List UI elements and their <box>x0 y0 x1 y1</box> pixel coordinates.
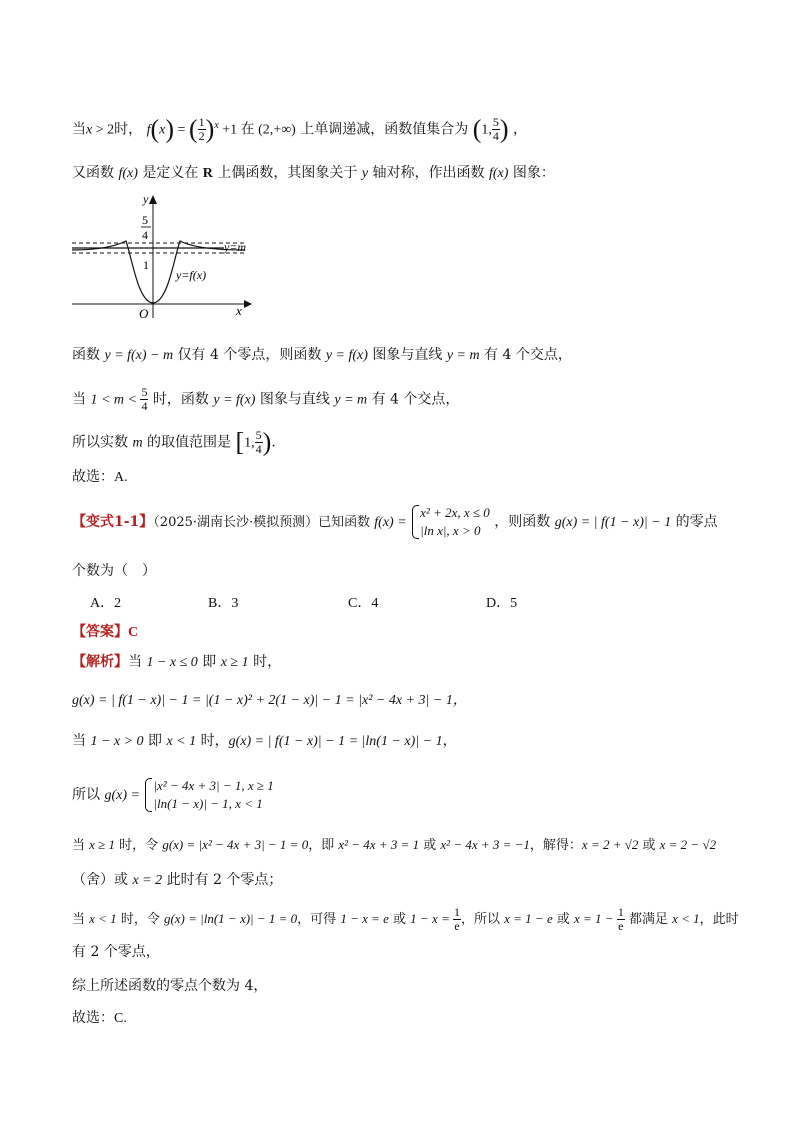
solution-line-5: 所以实数 m 的取值范围是 [1, $\frac{5}{4}$ ). <box>72 427 276 457</box>
text: 时，令 <box>115 838 163 853</box>
math: x = 1 − e <box>504 911 553 926</box>
text: 此时有 2 个零点； <box>162 872 283 888</box>
analysis-line-9 <box>72 976 267 996</box>
text: 时， <box>196 733 229 749</box>
fraction-five-fourths: $\frac{5}{4}$ <box>141 385 148 413</box>
math: m <box>132 435 143 451</box>
text: 有 2 个零点， <box>72 944 160 960</box>
math: f(x) <box>118 166 138 181</box>
math: g(x) = | f(1 − x)| − 1 = |ln(1 − x)| − 1 <box>228 734 443 749</box>
math: x = 2 − √2 <box>659 837 717 852</box>
math: g(x) = | f(1 − x)| − 1 = |(1 − x)² + 2(1 − x)| − 1 = |x² − 4x + 3| − 1， <box>72 693 467 708</box>
text: ，所以 <box>461 912 505 927</box>
math: f(x) = <box>374 515 411 530</box>
math: 1, <box>244 435 255 451</box>
answer-line <box>72 622 138 643</box>
math: x² − 4x + 3 = 1 <box>338 837 420 852</box>
text: ， <box>508 121 528 138</box>
variant-problem-line-2 <box>72 561 156 581</box>
option-c: C．4 <box>348 596 379 611</box>
text: 当 <box>128 654 147 670</box>
math-exponent: x <box>214 120 219 131</box>
math-R: R <box>202 166 213 181</box>
math: +1 在 <box>218 122 259 138</box>
math: (2,+∞) <box>258 122 296 138</box>
math: g(x) = <box>104 788 144 803</box>
tick-label-four: 4 <box>142 228 148 242</box>
text: 的零点 <box>671 514 718 530</box>
analysis-line-6 <box>72 870 282 891</box>
math: x < 1 <box>166 734 197 749</box>
math: y = f(x) <box>325 348 368 363</box>
math: x ≥ 1 <box>89 837 116 852</box>
analysis-line-10 <box>72 1008 127 1029</box>
text: 当 <box>72 733 91 749</box>
math: g(x) = | f(1 − x)| − 1 <box>554 515 672 530</box>
math: x = 2 + √2 <box>581 837 639 852</box>
answer-value: C <box>128 625 139 640</box>
text: 或 <box>552 912 574 927</box>
text: 所以实数 <box>72 434 133 451</box>
text: ，此时 <box>699 912 739 927</box>
text: 都满足 <box>624 912 673 927</box>
math: y = m <box>334 392 368 408</box>
text: 仅有 4 个零点，则函数 <box>173 347 326 363</box>
text: 当 <box>72 391 91 408</box>
text: ，则函数 <box>489 514 555 530</box>
analysis-line-8 <box>72 942 160 962</box>
text: ， <box>442 733 457 749</box>
problem-source: （2025·湖南长沙·模拟预测）已知函数 <box>153 515 375 530</box>
fraction-five-fourths: $\frac{5}{4}$ <box>255 428 262 456</box>
text: 上单调递减，函数值集合为 <box>295 121 473 138</box>
math: x <box>159 122 166 138</box>
text: 有 4 个交点， <box>367 391 460 408</box>
math: 1, <box>481 122 492 138</box>
math: 1 < m < <box>90 392 141 408</box>
text: 图象与直线 <box>255 391 335 408</box>
text: 时， <box>114 121 143 138</box>
math: x² − 4x + 3 = −1 <box>440 837 530 852</box>
math: x = 1 − <box>574 911 617 926</box>
answer-value: A. <box>114 470 128 485</box>
text: 有 4 个交点， <box>479 347 572 363</box>
text: （舍）或 <box>72 872 133 888</box>
text: 故选： <box>72 469 114 485</box>
text: 即 <box>143 733 167 749</box>
math: > 2 <box>92 122 115 138</box>
solution-line-1: 当x > 2时， f(x) = ( $\frac{1}{2}$ )$^x$ +1 在 (2,+∞) 上单调递减，函数值集合为 (1, $\frac{5}{4}$ ) ， <box>72 114 528 144</box>
text: . <box>271 434 276 451</box>
math: 1 − x = e <box>340 911 389 926</box>
tick-label-five: 5 <box>142 213 148 227</box>
origin-label: O <box>139 306 149 321</box>
math: 1 − x > 0 <box>90 734 144 749</box>
solution-line-4 <box>72 386 459 413</box>
tick-label-one: 1 <box>143 258 149 272</box>
curve-label-y-fx: y=f(x) <box>176 268 207 282</box>
text: 当 <box>72 912 90 927</box>
text: 或 <box>638 838 660 853</box>
math: y = f(x) − m <box>104 348 174 363</box>
text: 时，函数 <box>148 391 214 408</box>
text: 当 <box>72 121 86 138</box>
option-b: B．3 <box>208 596 239 611</box>
text: 图象： <box>508 165 555 181</box>
text: 图象与直线 <box>367 347 447 363</box>
analysis-line-7 <box>72 906 739 933</box>
math: f <box>146 122 151 138</box>
variant-tag: 【变式1-1】 <box>72 514 154 530</box>
fraction-five-fourths: $\frac{5}{4}$ <box>492 115 499 144</box>
option-d: D．5 <box>486 596 518 611</box>
variant-problem-line <box>72 504 718 540</box>
text: 轴对称，作出函数 <box>368 165 489 181</box>
text: 的取值范围是 <box>142 434 236 451</box>
solution-line-6 <box>72 467 128 488</box>
math: x = 2 <box>132 873 163 888</box>
line-label-y-m: y=m <box>224 240 247 254</box>
text: 时， <box>248 654 282 670</box>
text: ，即 <box>308 838 339 853</box>
math: g(x) = |ln(1 − x)| − 1 = 0 <box>163 911 298 926</box>
answer-value: C. <box>114 1011 127 1026</box>
math: 1 − x ≤ 0 <box>146 655 198 670</box>
text: 上偶函数，其图象关于 <box>212 165 362 181</box>
text: 当 <box>72 838 90 853</box>
text: 综上所述函数的零点个数为 4， <box>72 978 268 994</box>
piecewise-definition: x² + 2x, x ≤ 0 |ln x|, x > 0 <box>410 504 490 540</box>
math: g(x) = |x² − 4x + 3| − 1 = 0 <box>162 837 309 852</box>
function-graph <box>68 190 258 322</box>
text: 个数为（ ） <box>72 563 156 579</box>
text: 故选： <box>72 1010 114 1026</box>
math: 1 − x = <box>410 911 453 926</box>
analysis-line-3 <box>72 731 457 752</box>
x-axis-label: x <box>236 303 242 318</box>
solution-line-2 <box>72 163 555 184</box>
solution-line-3 <box>72 345 572 366</box>
text: 或 <box>419 838 441 853</box>
text: 又函数 <box>72 165 119 181</box>
text: 是定义在 <box>137 165 203 181</box>
math: x < 1 <box>89 911 117 926</box>
math: y <box>361 166 369 181</box>
math: y = m <box>446 348 480 363</box>
fraction-half: $\frac{1}{2}$ <box>198 115 205 144</box>
piecewise-definition: |x² − 4x + 3| − 1, x ≥ 1 |ln(1 − x)| − 1, x < 1 <box>143 777 273 813</box>
analysis-line-5 <box>72 835 716 856</box>
text: ，解得： <box>529 838 582 853</box>
math: f(x) <box>488 166 509 181</box>
text: 或 <box>388 912 411 927</box>
text: ，可得 <box>297 912 341 927</box>
fraction-one-over-e: $\frac{1}{e}$ <box>617 905 624 933</box>
math: x <box>86 122 93 138</box>
fraction-one-over-e: $\frac{1}{e}$ <box>454 905 460 933</box>
text: 所以 <box>72 787 105 803</box>
analysis-line-4 <box>72 777 274 813</box>
analysis-line-2 <box>72 690 467 711</box>
analysis-tag: 【解析】 <box>72 654 128 670</box>
math: x ≥ 1 <box>220 655 249 670</box>
analysis-line-1 <box>72 652 281 673</box>
math: y = f(x) <box>213 392 256 408</box>
text: 即 <box>197 654 221 670</box>
text: 函数 <box>72 347 105 363</box>
y-axis-label: y <box>143 192 149 206</box>
math: x < 1 <box>672 911 700 926</box>
option-a: A．2 <box>90 596 122 611</box>
answer-tag: 【答案】 <box>72 624 128 640</box>
text: 时，令 <box>116 912 164 927</box>
math: = <box>174 122 189 138</box>
